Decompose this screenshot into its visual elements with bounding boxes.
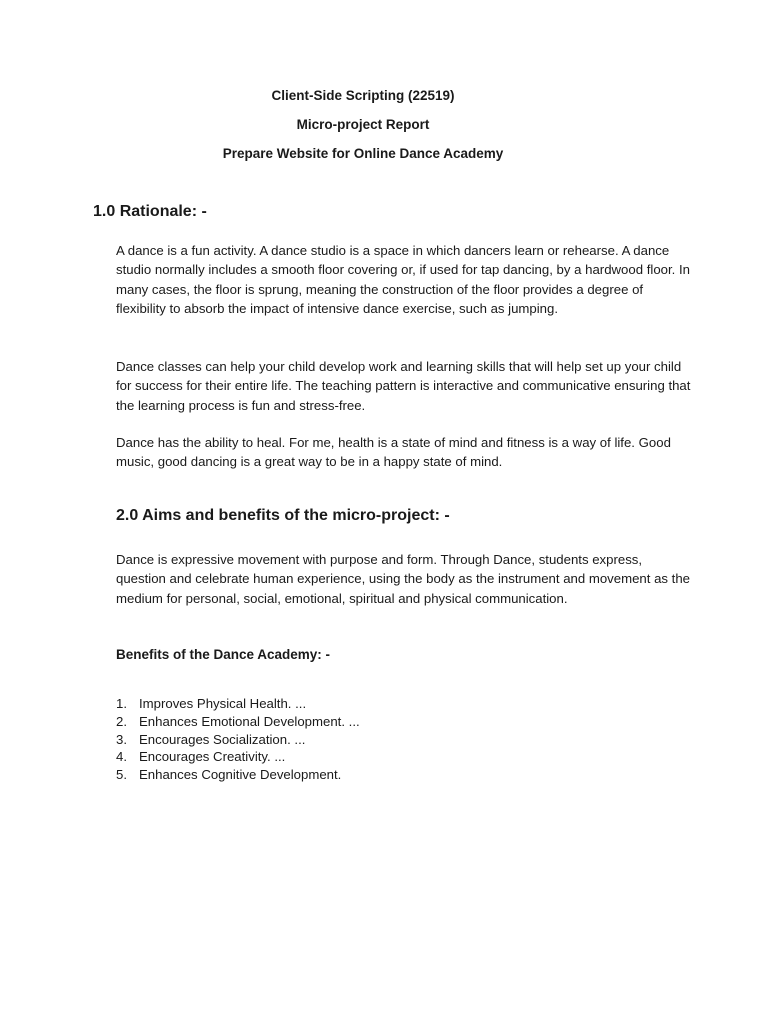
project-title: Prepare Website for Online Dance Academy <box>222 146 504 161</box>
list-item-text: Encourages Socialization. ... <box>139 731 306 747</box>
list-item <box>116 713 360 731</box>
list-item-number: 1. <box>116 696 127 711</box>
list-item-text: Improves Physical Health. ... <box>139 696 307 711</box>
list-item-text: Enhances Emotional Development. ... <box>139 713 360 729</box>
list-item-text: Encourages Creativity. ... <box>139 749 286 765</box>
list-item-number: 4. <box>116 749 127 765</box>
list-item <box>116 748 360 766</box>
aims-heading: 2.0 Aims and benefits of the micro-project: - <box>116 507 450 524</box>
rationale-heading: 1.0 Rationale: - <box>93 203 207 220</box>
course-title: Client-Side Scripting (22519) <box>271 88 455 103</box>
list-item-number: 2. <box>116 713 127 729</box>
list-item <box>116 731 360 749</box>
rationale-paragraph-3: Dance has the ability to heal. For me, health is a state of mind and fitness is a way of life. Good music, good dancing is a great way to be in a happy state of mind. <box>116 435 671 470</box>
aims-paragraph: Dance is expressive movement with purpose and form. Through Dance, students express, question and celebrate human experience, using the body as the instrument and movement as the medium for personal, social, emotional, spiritual and physical communication. <box>116 552 691 606</box>
rationale-paragraph-2: Dance classes can help your child develop work and learning skills that will help set up your child for success for their entire life. The teaching pattern is interactive and communicative ensuring that the learning process is fun and stress-free. <box>116 359 691 413</box>
rationale-paragraph-1: A dance is a fun activity. A dance studio is a space in which dancers learn or rehearse. A dance studio normally includes a smooth floor covering or, if used for tap dancing, by a hardwood floor. In many cases, the floor is sprung, meaning the construction of the floor provides a degree of flexibility to absorb the impact of intensive dance exercise, such as jumping. <box>116 243 690 316</box>
benefits-heading: Benefits of the Dance Academy: - <box>116 647 331 662</box>
report-type: Micro-project Report <box>296 117 430 132</box>
list-item <box>116 695 360 713</box>
list-item-number: 5. <box>116 767 127 783</box>
list-item-number: 3. <box>116 731 127 747</box>
list-item-text: Enhances Cognitive Development. <box>139 767 342 783</box>
list-item <box>116 766 360 784</box>
benefits-list <box>116 695 360 784</box>
